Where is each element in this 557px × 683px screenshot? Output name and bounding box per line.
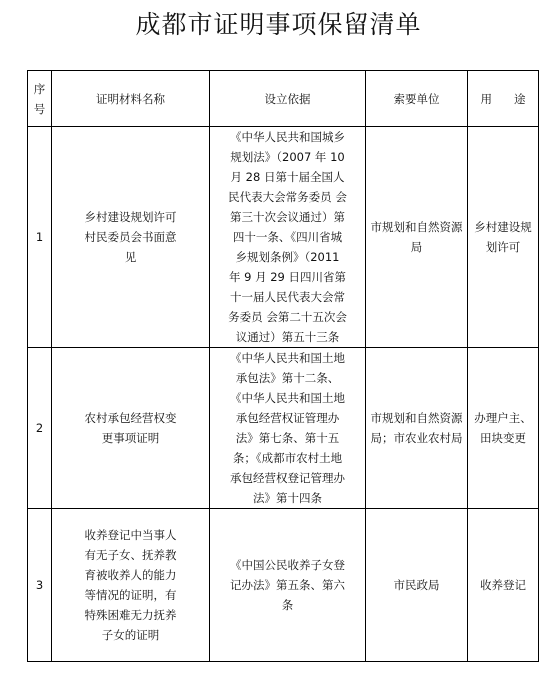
header-use: 用 途: [468, 71, 539, 127]
table-row: [28, 348, 539, 509]
row-index: 2: [28, 348, 52, 509]
row-basis: 《中华人民共和国城乡规划法》（2007 年 10 月 28 日第十届全国人民代表大会常务委员 会第三十次会议通过）第四十一条、《四川省城乡规划条例》（2011 年 9 月 29 日四川省第十一届人民代表大会常务委员 会第二十五次会议通过）第五十三条: [210, 127, 366, 348]
row-use: 办理户主、田块变更: [468, 348, 539, 509]
table-header-row: [28, 71, 539, 127]
row-basis: 《中华人民共和国土地承包法》第十二条、《中华人民共和国土地承包经营权证管理办法》第七条、第十五条；《成都市农村土地承包经营权登记管理办法》第十四条: [210, 348, 366, 509]
row-material: 收养登记中当事人有无子女、抚养教育被收养人的能力等情况的证明，有特殊困难无力抚养子女的证明: [52, 509, 210, 662]
row-material: 乡村建设规划许可村民委员会书面意见: [52, 127, 210, 348]
row-unit: 市规划和自然资源局: [366, 127, 468, 348]
row-use: 收养登记: [468, 509, 539, 662]
row-material: 农村承包经营权变更事项证明: [52, 348, 210, 509]
header-index: 序 号: [28, 71, 52, 127]
row-index: 1: [28, 127, 52, 348]
table-row: [28, 509, 539, 662]
header-unit: 索要单位: [366, 71, 468, 127]
row-use: 乡村建设规划许可: [468, 127, 539, 348]
page-title: 成都市证明事项保留清单: [135, 10, 422, 39]
row-basis: 《中国公民收养子女登记办法》第五条、第六条: [210, 509, 366, 662]
certificate-list-table: [27, 70, 539, 662]
header-material: 证明材料名称: [52, 71, 210, 127]
header-basis: 设立依据: [210, 71, 366, 127]
table-row: [28, 127, 539, 348]
row-unit: 市民政局: [366, 509, 468, 662]
row-unit: 市规划和自然资源局；市农业农村局: [366, 348, 468, 509]
row-index: 3: [28, 509, 52, 662]
